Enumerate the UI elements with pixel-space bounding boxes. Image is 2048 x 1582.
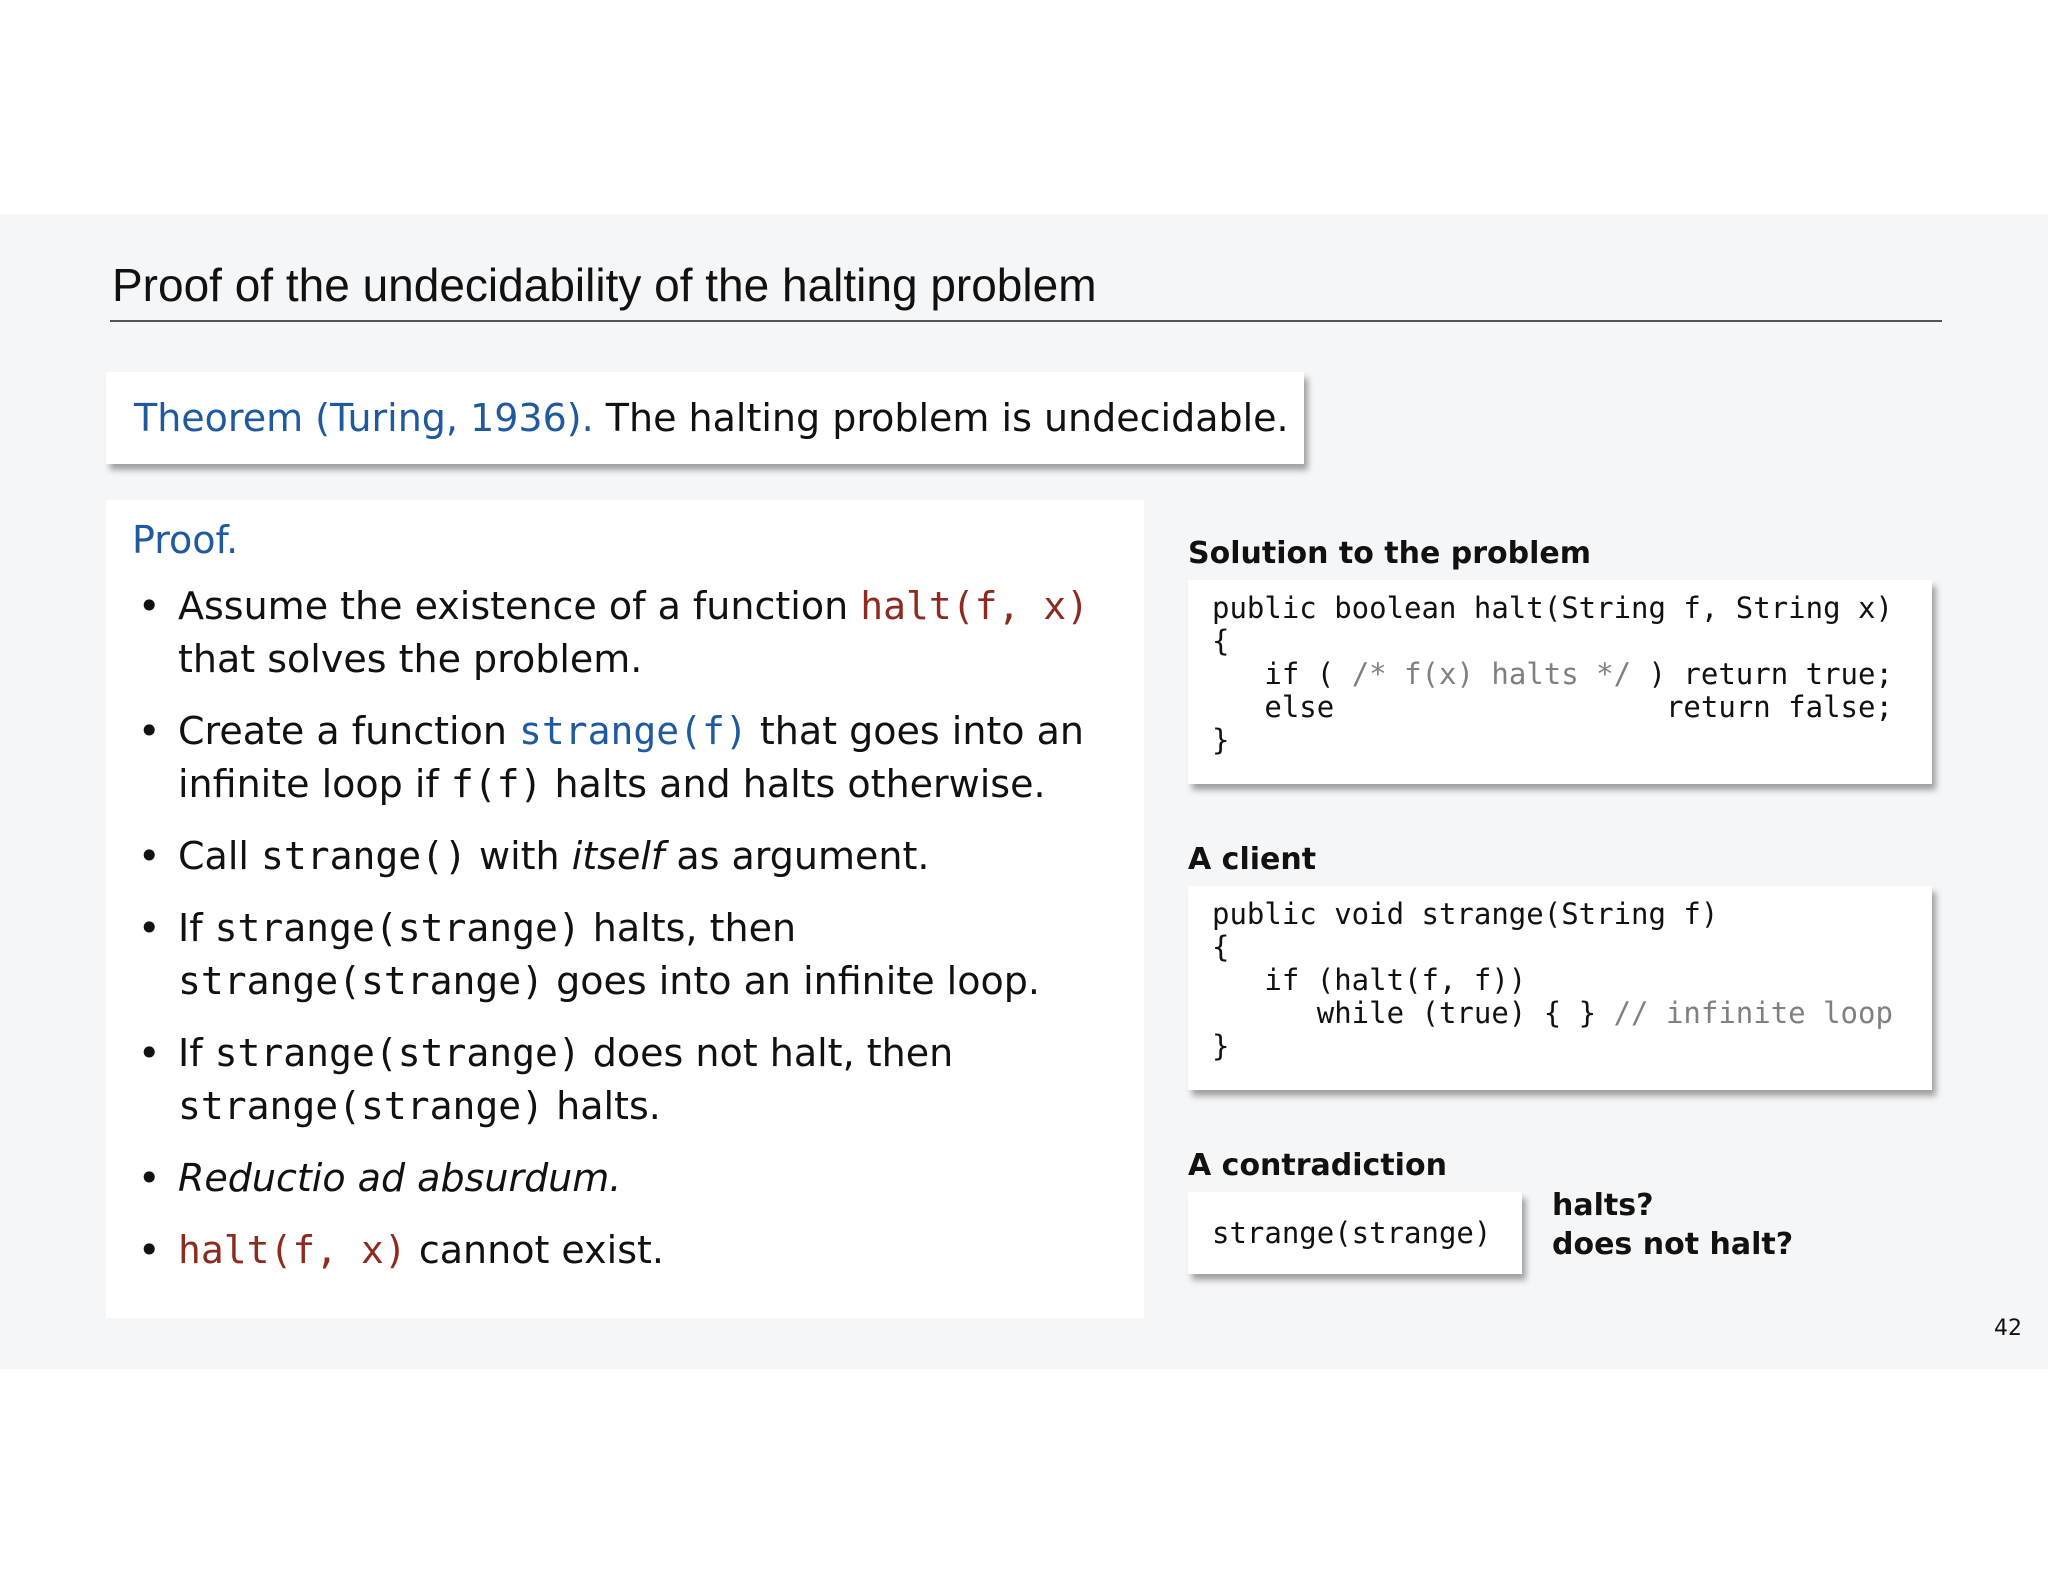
bullet-code: strange(f) — [519, 709, 748, 753]
bullet-dot: • — [138, 1031, 161, 1075]
bullet-code: strange(strange) — [214, 906, 581, 950]
page-number: 42 — [1994, 1316, 2022, 1341]
contradiction-label: A contradiction — [1188, 1148, 1447, 1183]
list-item — [134, 830, 1134, 883]
list-item — [134, 1152, 1134, 1205]
bullet-emphasis: Reductio ad absurdum. — [178, 1156, 622, 1200]
solution-code-box — [1188, 580, 1932, 784]
bullet-text: halts, then — [580, 906, 797, 950]
client-label: A client — [1188, 842, 1317, 877]
list-item — [134, 1224, 1134, 1277]
bullet-text: Assume the existence of a function — [178, 584, 861, 628]
bullet-text: with — [466, 834, 572, 878]
solution-code: public boolean halt(String f, String x) { if ( /* f(x) halts */ ) return true; else return false; } — [1212, 591, 1893, 757]
bullet-text: If — [178, 1031, 215, 1075]
question-halts: halts? — [1552, 1188, 1654, 1223]
list-item — [134, 1027, 1134, 1133]
slide — [0, 214, 2048, 1369]
bullet-text: that goes into an infinite loop if — [178, 709, 1085, 806]
contradiction-code: strange(strange) — [1212, 1215, 1492, 1250]
list-item — [134, 705, 1134, 811]
theorem-label: Theorem (Turing, 1936). — [134, 396, 594, 440]
client-code: public void strange(String f) { if (halt(f, f)) while (true) { } // infinite loop } — [1212, 897, 1893, 1063]
list-item — [134, 902, 1134, 1008]
theorem-statement: The halting problem is undecidable. — [605, 396, 1289, 440]
bullet-code: strange(strange) — [214, 1031, 581, 1075]
bullet-dot: • — [138, 1156, 161, 1200]
bullet-dot: • — [138, 906, 161, 950]
bullet-text: halts. — [544, 1084, 661, 1128]
bullet-code: halt(f, x) — [178, 1228, 407, 1272]
title-divider — [110, 320, 1942, 322]
bullet-text: Call — [178, 834, 262, 878]
bullet-code: strange() — [261, 834, 467, 878]
bullet-text: as argument. — [664, 834, 930, 878]
bullet-code: f(f) — [450, 762, 543, 806]
bullet-dot: • — [138, 1228, 161, 1272]
bullet-text: halts and halts otherwise. — [542, 762, 1046, 806]
bullet-text: If — [178, 906, 215, 950]
bullet-code: halt(f, x) — [860, 584, 1090, 628]
list-item — [134, 580, 1134, 686]
bullet-text: that solves the problem. — [178, 637, 643, 681]
bullet-emphasis: itself — [571, 834, 665, 878]
theorem-box — [106, 372, 1304, 464]
bullet-text: cannot exist. — [406, 1228, 664, 1272]
bullet-text: goes into an infinite loop. — [544, 959, 1040, 1003]
bullet-code: strange(strange) — [178, 959, 545, 1003]
question-does-not-halt: does not halt? — [1552, 1227, 1794, 1262]
bullet-code: strange(strange) — [178, 1084, 545, 1128]
proof-heading: Proof. — [132, 518, 239, 562]
bullet-dot: • — [138, 834, 161, 878]
slide-title: Proof of the undecidability of the halting problem — [112, 259, 1097, 311]
bullet-dot: • — [138, 584, 161, 628]
contradiction-code-box — [1188, 1192, 1522, 1274]
client-code-box — [1188, 886, 1932, 1090]
proof-panel — [106, 500, 1144, 1318]
solution-label: Solution to the problem — [1188, 536, 1592, 571]
bullet-text: does not halt, then — [580, 1031, 954, 1075]
bullet-text: Create a function — [178, 709, 520, 753]
proof-bullets — [134, 580, 1134, 1296]
bullet-dot: • — [138, 709, 161, 753]
contradiction-questions — [1552, 1186, 1793, 1264]
